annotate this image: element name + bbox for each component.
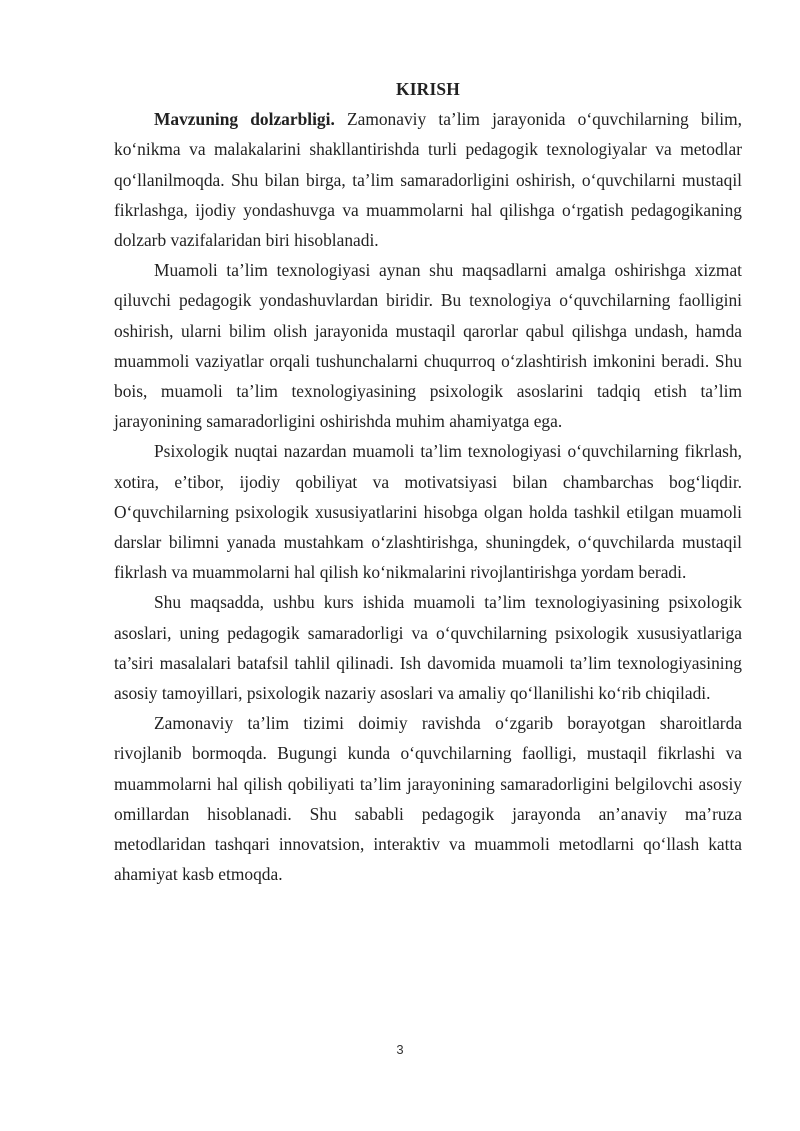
paragraph: Psixologik nuqtai nazardan muamoli ta’lim texnologiyasi o‘quvchilarning fikrlash, xotira, e’tibor, ijodiy qobiliyat va motivatsiyasi bilan chambarchas bog‘liqdir. O‘quvchilarning psixologik xususiyatlarini hisobga olgan holda tashkil etilgan muamoli darslar bilimni yanada mustahkam o‘zlashtirishga, shuningdek, o‘quvchilarda mustaqil fikrlash va muammolarni hal qilish ko‘nikmalarini rivojlantirishga yordam beradi. [114, 441, 742, 583]
paragraph: Muamoli ta’lim texnologiyasi aynan shu maqsadlarni amalga oshirishga xizmat qiluvchi pedagogik yondashuvlardan biridir. Bu texnologiya o‘quvchilarning faolligini oshirish, ularni bilim olish jarayonida mustaqil qarorlar qabul qilishga undash, hamda muammoli vaziyatlar orqali tushunchalarni chuqurroq o‘zlashtirish imkonini beradi. Shu bois, muamoli ta’lim texnologiyasining psixologik asoslarini tadqiq etish ta’lim jarayonining samaradorligini oshirishda muhim ahamiyatga ega. [114, 260, 742, 432]
paragraph: Shu maqsadda, ushbu kurs ishida muamoli ta’lim texnologiyasining psixologik asoslari, uning pedagogik samaradorligi va o‘quvchilarning psixologik xususiyatlariga ta’siri masalalari batafsil tahlil qilinadi. Ish davomida muamoli ta’lim texnologiyasining asosiy tamoyillari, psixologik nazariy asoslari va amaliy qo‘llanilishi ko‘rib chiqiladi. [114, 592, 742, 704]
relevance-lead: Mavzuning dolzarbligi. [154, 109, 335, 130]
section-heading: KIRISH [395, 79, 461, 99]
page-number: 3 [396, 1042, 404, 1057]
page-body [114, 74, 742, 889]
paragraph-relevance [114, 104, 742, 255]
paragraph-text: Zamonaviy ta’lim jarayonida o‘quvchilarning bilim, ko‘nikma va malakalarini shakllantirishda turli pedagogik texnologiyalar va metodlar qo‘llanilmoqda. Shu bilan birga, ta’lim samaradorligini oshirish, o‘quvchilarni mustaqil fikrlashga, ijodiy yondashuvga va muammolarni hal qilishga o‘rgatish pedagogikaning dolzarb vazifalaridan biri hisoblanadi. [114, 109, 742, 251]
paragraph: Zamonaviy ta’lim tizimi doimiy ravishda o‘zgarib borayotgan sharoitlarda rivojlanib bormoqda. Bugungi kunda o‘quvchilarning faolligi, mustaqil fikrlashi va muammolarni hal qilish qobiliyati ta’lim jarayonining samaradorligini belgilovchi asosiy omillardan hisoblanadi. Shu sababli pedagogik jarayonda an’anaviy ma’ruza metodlaridan tashqari innovatsion, interaktiv va muammoli metodlarni qo‘llash katta ahamiyat kasb etmoqda. [114, 713, 742, 885]
